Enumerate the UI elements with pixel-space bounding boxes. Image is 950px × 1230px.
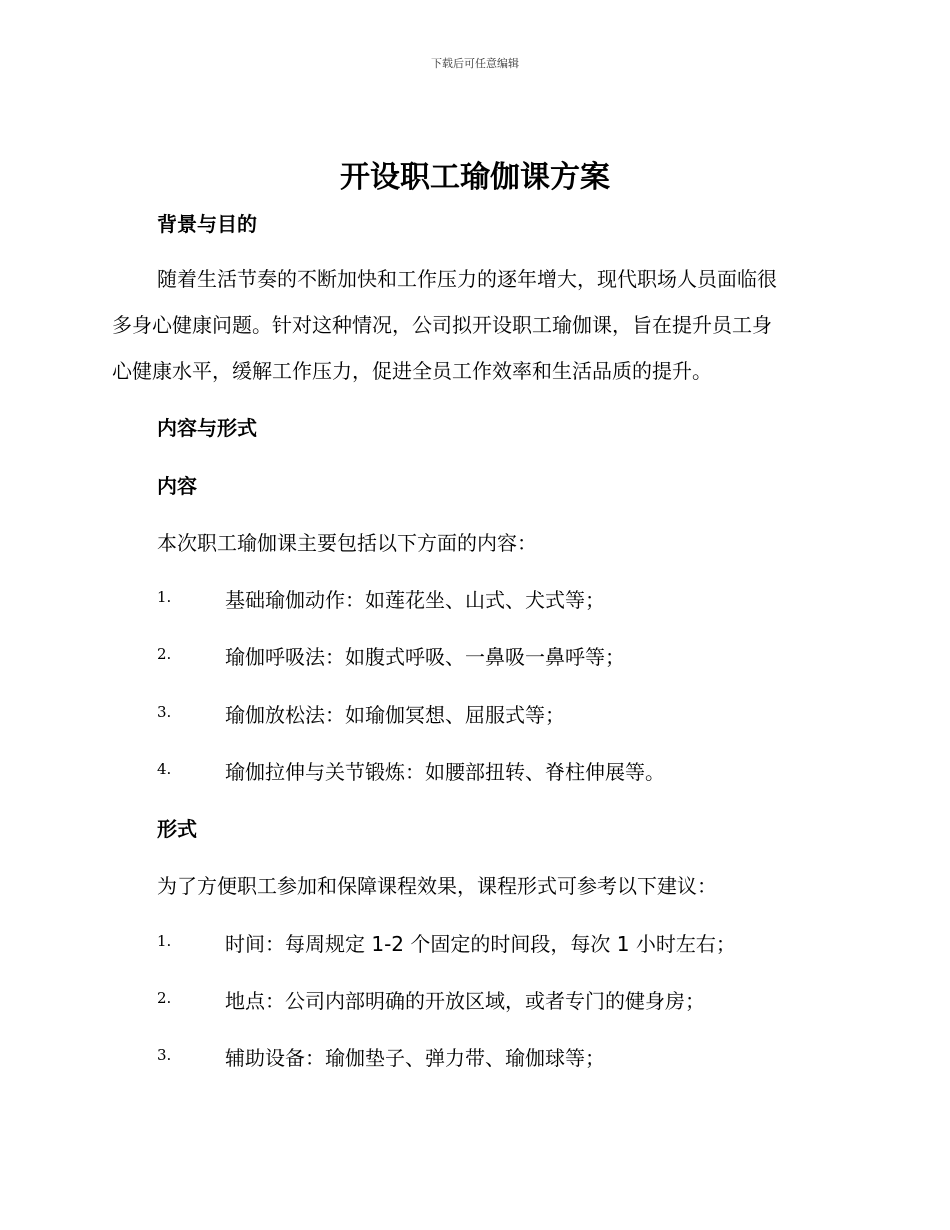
list-text: 时间：每周规定 1-2 个固定的时间段，每次 1 小时左右；	[225, 932, 736, 956]
list-text: 地点：公司内部明确的开放区域，或者专门的健身房；	[225, 989, 705, 1013]
list-text: 辅助设备：瑜伽垫子、弹力带、瑜伽球等；	[225, 1046, 605, 1070]
heading-form: 形式	[157, 817, 197, 841]
list-number: 3.	[157, 703, 172, 721]
paragraph-line: 随着生活节奏的不断加快和工作压力的逐年增大，现代职场人员面临很	[157, 267, 777, 291]
list-text: 基础瑜伽动作：如莲花坐、山式、犬式等；	[225, 588, 605, 612]
document-title: 开设职工瑜伽课方案	[340, 160, 610, 195]
heading-background: 背景与目的	[157, 212, 257, 236]
list-number: 1.	[157, 932, 172, 950]
list-item	[0, 584, 950, 614]
paragraph-line: 心健康水平，缓解工作压力，促进全员工作效率和生活品质的提升。	[112, 359, 712, 383]
list-item	[0, 756, 950, 786]
list-item	[0, 985, 950, 1015]
list-number: 2.	[157, 645, 172, 663]
list-text: 瑜伽拉伸与关节锻炼：如腰部扭转、脊柱伸展等。	[225, 760, 665, 784]
list-item	[0, 641, 950, 671]
list-text: 瑜伽呼吸法：如腹式呼吸、一鼻吸一鼻呼等；	[225, 645, 625, 669]
list-number: 4.	[157, 760, 172, 778]
content-intro: 本次职工瑜伽课主要包括以下方面的内容：	[157, 531, 537, 555]
list-number: 1.	[157, 588, 172, 606]
heading-content: 内容	[157, 474, 197, 498]
form-intro: 为了方便职工参加和保障课程效果，课程形式可参考以下建议：	[157, 874, 717, 898]
paragraph-line: 多身心健康问题。针对这种情况，公司拟开设职工瑜伽课，旨在提升员工身	[112, 313, 772, 337]
list-item	[0, 1042, 950, 1072]
header-note: 下载后可任意编辑	[431, 57, 519, 70]
heading-content-form: 内容与形式	[157, 416, 257, 440]
list-text: 瑜伽放松法：如瑜伽冥想、屈服式等；	[225, 703, 565, 727]
list-item	[0, 699, 950, 729]
list-number: 3.	[157, 1046, 172, 1064]
list-item	[0, 928, 950, 958]
list-number: 2.	[157, 989, 172, 1007]
